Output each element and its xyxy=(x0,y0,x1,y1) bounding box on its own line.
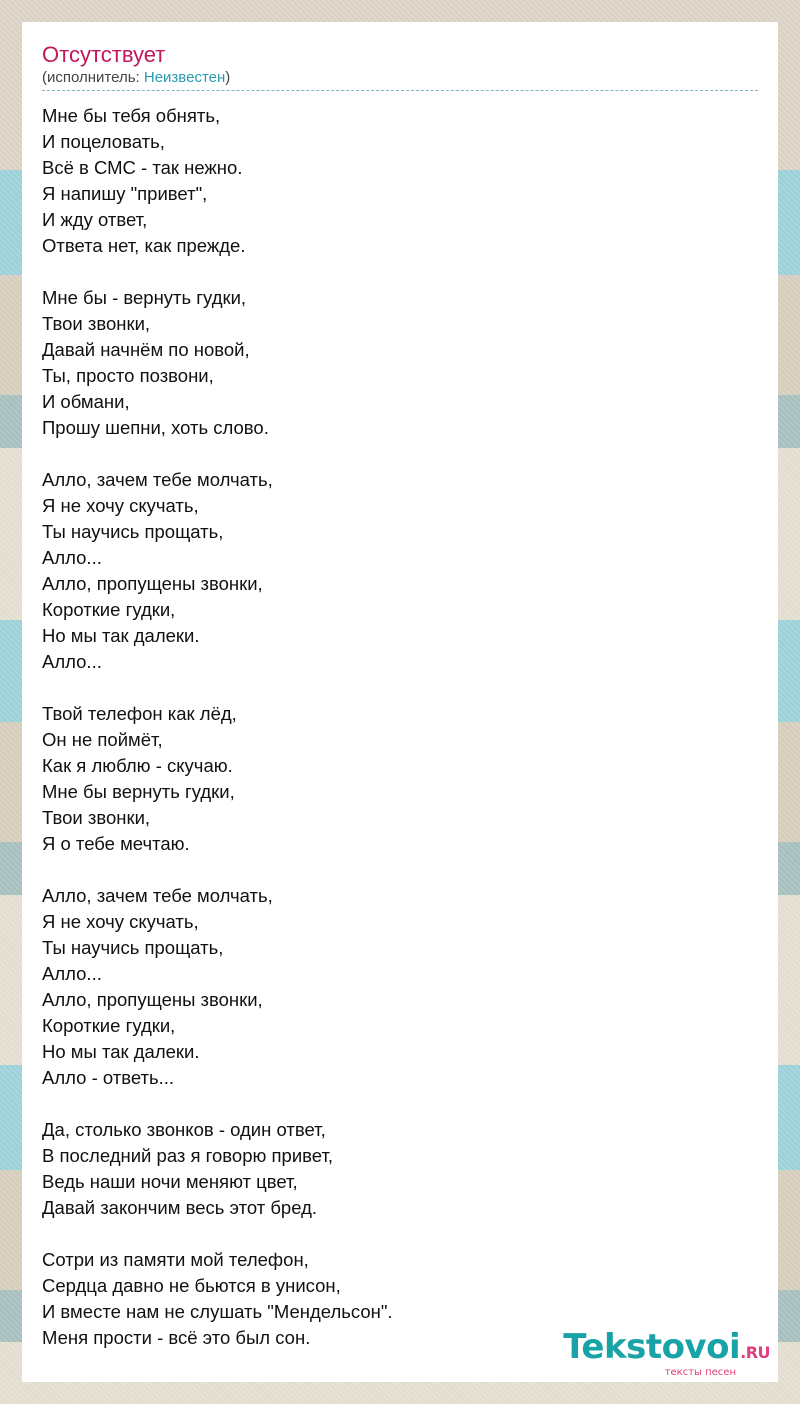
logo-wordmark xyxy=(563,1329,770,1371)
lyric-line: Короткие гудки, xyxy=(42,599,176,620)
lyric-line: Ты научись прощать, xyxy=(42,937,224,958)
stanza xyxy=(42,467,758,675)
lyric-line: Ответа нет, как прежде. xyxy=(42,235,246,256)
lyric-line: Но мы так далеки. xyxy=(42,625,200,646)
lyric-line: Да, столько звонков - один ответ, xyxy=(42,1119,326,1140)
lyric-line: Мне бы вернуть гудки, xyxy=(42,781,235,802)
site-logo[interactable] xyxy=(563,1329,770,1378)
lyric-line: И вместе нам не слушать "Мендельсон". xyxy=(42,1301,393,1322)
stanza xyxy=(42,285,758,441)
lyric-line: Ты научись прощать, xyxy=(42,521,224,542)
lyric-line: Мне бы тебя обнять, xyxy=(42,105,221,126)
lyric-line: Давай закончим весь этот бред. xyxy=(42,1197,318,1218)
lyric-line: Сотри из памяти мой телефон, xyxy=(42,1249,309,1270)
lyric-line: Алло - ответь... xyxy=(42,1067,175,1088)
artist-prefix: (исполнитель: xyxy=(42,69,144,86)
artist-suffix: ) xyxy=(225,69,231,86)
lyric-line: Давай начнём по новой, xyxy=(42,339,250,360)
logo-suffix: .RU xyxy=(740,1343,770,1362)
lyric-line: Я не хочу скучать, xyxy=(42,495,199,516)
stanza xyxy=(42,701,758,857)
lyric-line: И поцеловать, xyxy=(42,131,165,152)
lyric-line: Алло... xyxy=(42,651,102,672)
lyric-line: Твои звонки, xyxy=(42,313,151,334)
artist-link[interactable]: Неизвестен xyxy=(143,69,226,86)
lyric-line: Алло... xyxy=(42,547,102,568)
lyric-line: Меня прости - всё это был сон. xyxy=(42,1327,311,1348)
lyric-line: Но мы так далеки. xyxy=(42,1041,200,1062)
lyric-line: Алло, зачем тебе молчать, xyxy=(42,469,273,490)
lyric-line: И обмани, xyxy=(42,391,130,412)
lyric-line: Твой телефон как лёд, xyxy=(42,703,237,724)
lyric-line: Алло, пропущены звонки, xyxy=(42,989,263,1010)
lyric-line: Прошу шепни, хоть слово. xyxy=(42,417,269,438)
lyric-line: Я не хочу скучать, xyxy=(42,911,199,932)
artist-line xyxy=(42,68,758,91)
lyric-line: Как я люблю - скучаю. xyxy=(42,755,233,776)
lyric-line: Сердца давно не бьются в унисон, xyxy=(42,1275,341,1296)
lyrics-card xyxy=(22,22,778,1382)
lyric-line: Он не поймёт, xyxy=(42,729,163,750)
stanza xyxy=(42,883,758,1091)
logo-tagline: тексты песен xyxy=(664,1367,736,1378)
lyric-line: Всё в СМС - так нежно. xyxy=(42,157,243,178)
stanza xyxy=(42,1117,758,1221)
lyric-line: Ты, просто позвони, xyxy=(42,365,214,386)
lyric-line: Алло... xyxy=(42,963,102,984)
lyrics-body xyxy=(42,103,758,1351)
lyric-line: Я напишу "привет", xyxy=(42,183,208,204)
lyric-line: И жду ответ, xyxy=(42,209,148,230)
lyric-line: Алло, зачем тебе молчать, xyxy=(42,885,273,906)
lyric-line: В последний раз я говорю привет, xyxy=(42,1145,334,1166)
lyric-line: Алло, пропущены звонки, xyxy=(42,573,263,594)
lyric-line: Я о тебе мечтаю. xyxy=(42,833,190,854)
stanza xyxy=(42,103,758,259)
lyric-line: Мне бы - вернуть гудки, xyxy=(42,287,247,308)
lyric-line: Короткие гудки, xyxy=(42,1015,176,1036)
logo-main-text: Tekstovoi xyxy=(563,1327,741,1367)
lyric-line: Ведь наши ночи меняют цвет, xyxy=(42,1171,298,1192)
song-title: Отсутствует xyxy=(42,42,166,67)
lyric-line: Твои звонки, xyxy=(42,807,151,828)
